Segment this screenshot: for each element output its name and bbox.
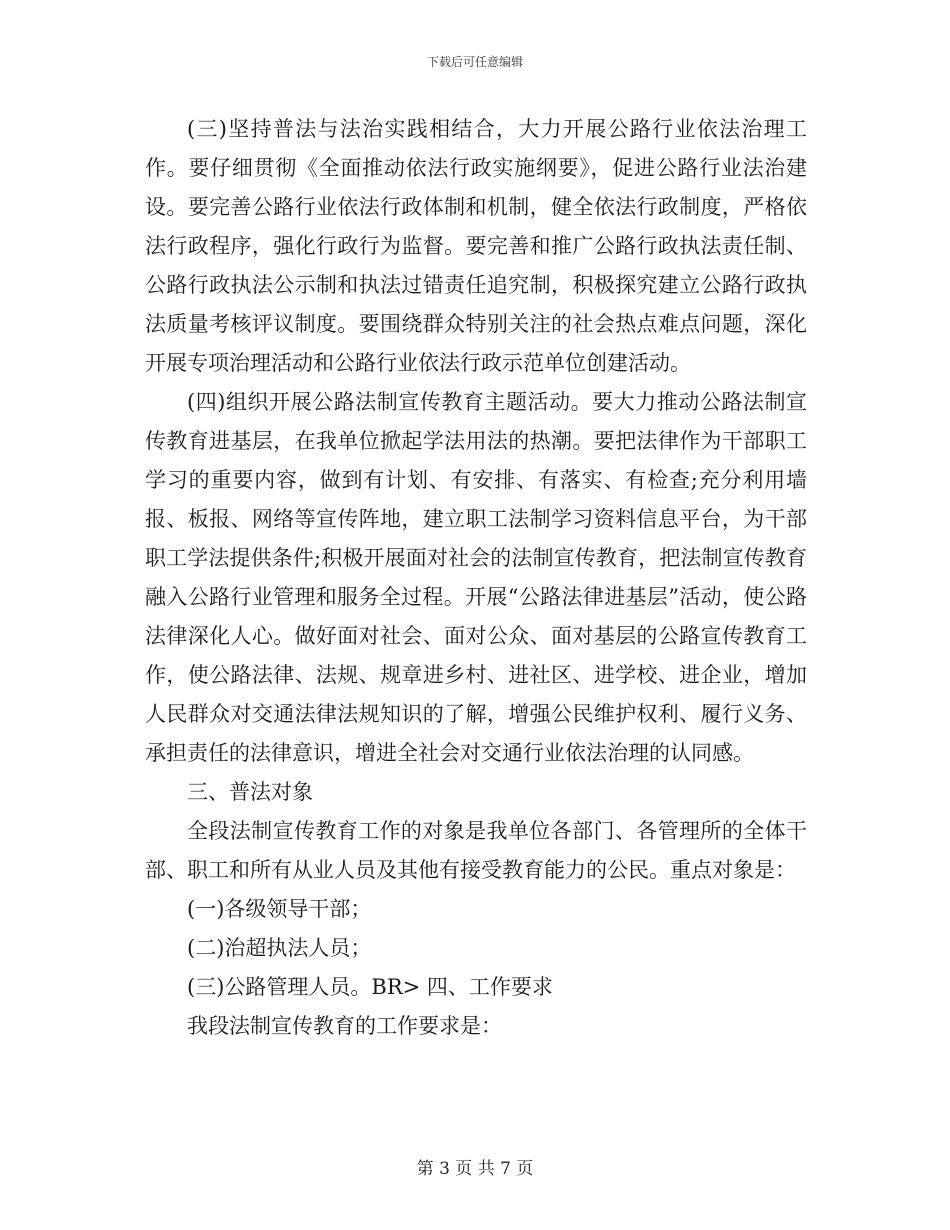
document-body <box>145 110 807 1046</box>
page-footer: 第 3 页 共 7 页 <box>416 1159 534 1179</box>
section-heading-targets: 三、普法对象 <box>187 780 313 804</box>
paragraph-requirements: 我段法制宣传教育的工作要求是： <box>187 1014 502 1038</box>
paragraph-theme-activities: (四)组织开展公路法制宣传教育主题活动。要大力推动公路法制宣传教育进基层，在我单位掀起学法用法的热潮。要把法律作为干部职工学习的重要内容，做到有计划、有安排、有落实、有检查;充分利用墙报、板报、网络等宣传阵地，建立职工法制学习资料信息平台，为干部职工学法提供条件;积极开展面对社会的法制宣传教育，把法制宣传教育融入公路行业管理和服务全过程。开展“公路法律进基层”活动，使公路法律深化人心。做好面对社会、面对公众、面对基层的公路宣传教育工作，使公路法律、法规、规章进乡村、进社区、进学校、进企业，增加人民群众对交通法律法规知识的了解，增强公民维护权利、履行义务、承担责任的法律意识，增进全社会对交通行业依法治理的认同感。 <box>145 390 807 765</box>
list-item-leaders: (一)各级领导干部； <box>187 897 372 921</box>
list-item-management: (三)公路管理人员。BR> 四、工作要求 <box>187 975 553 999</box>
paragraph-targets: 全段法制宣传教育工作的对象是我单位各部门、各管理所的全体干部、职工和所有从业人员及其他有接受教育能力的公民。重点对象是： <box>145 819 807 882</box>
list-item-enforcement: (二)治超执法人员； <box>187 936 372 960</box>
paragraph-rule-of-law-practice: (三)坚持普法与法治实践相结合，大力开展公路行业依法治理工作。要仔细贯彻《全面推动依法行政实施纲要》，促进公路行业法治建设。要完善公路行业依法行政体制和机制，健全依法行政制度，严格依法行政程序，强化行政行为监督。要完善和推广公路行政执法责任制、公路行政执法公示制和执法过错责任追究制，积极探究建立公路行政执法质量考核评议制度。要围绕群众特别关注的社会热点难点问题，深化开展专项治理活动和公路行业依法行政示范单位创建活动。 <box>145 117 807 375</box>
page-header: 下载后可任意编辑 <box>426 55 523 69</box>
